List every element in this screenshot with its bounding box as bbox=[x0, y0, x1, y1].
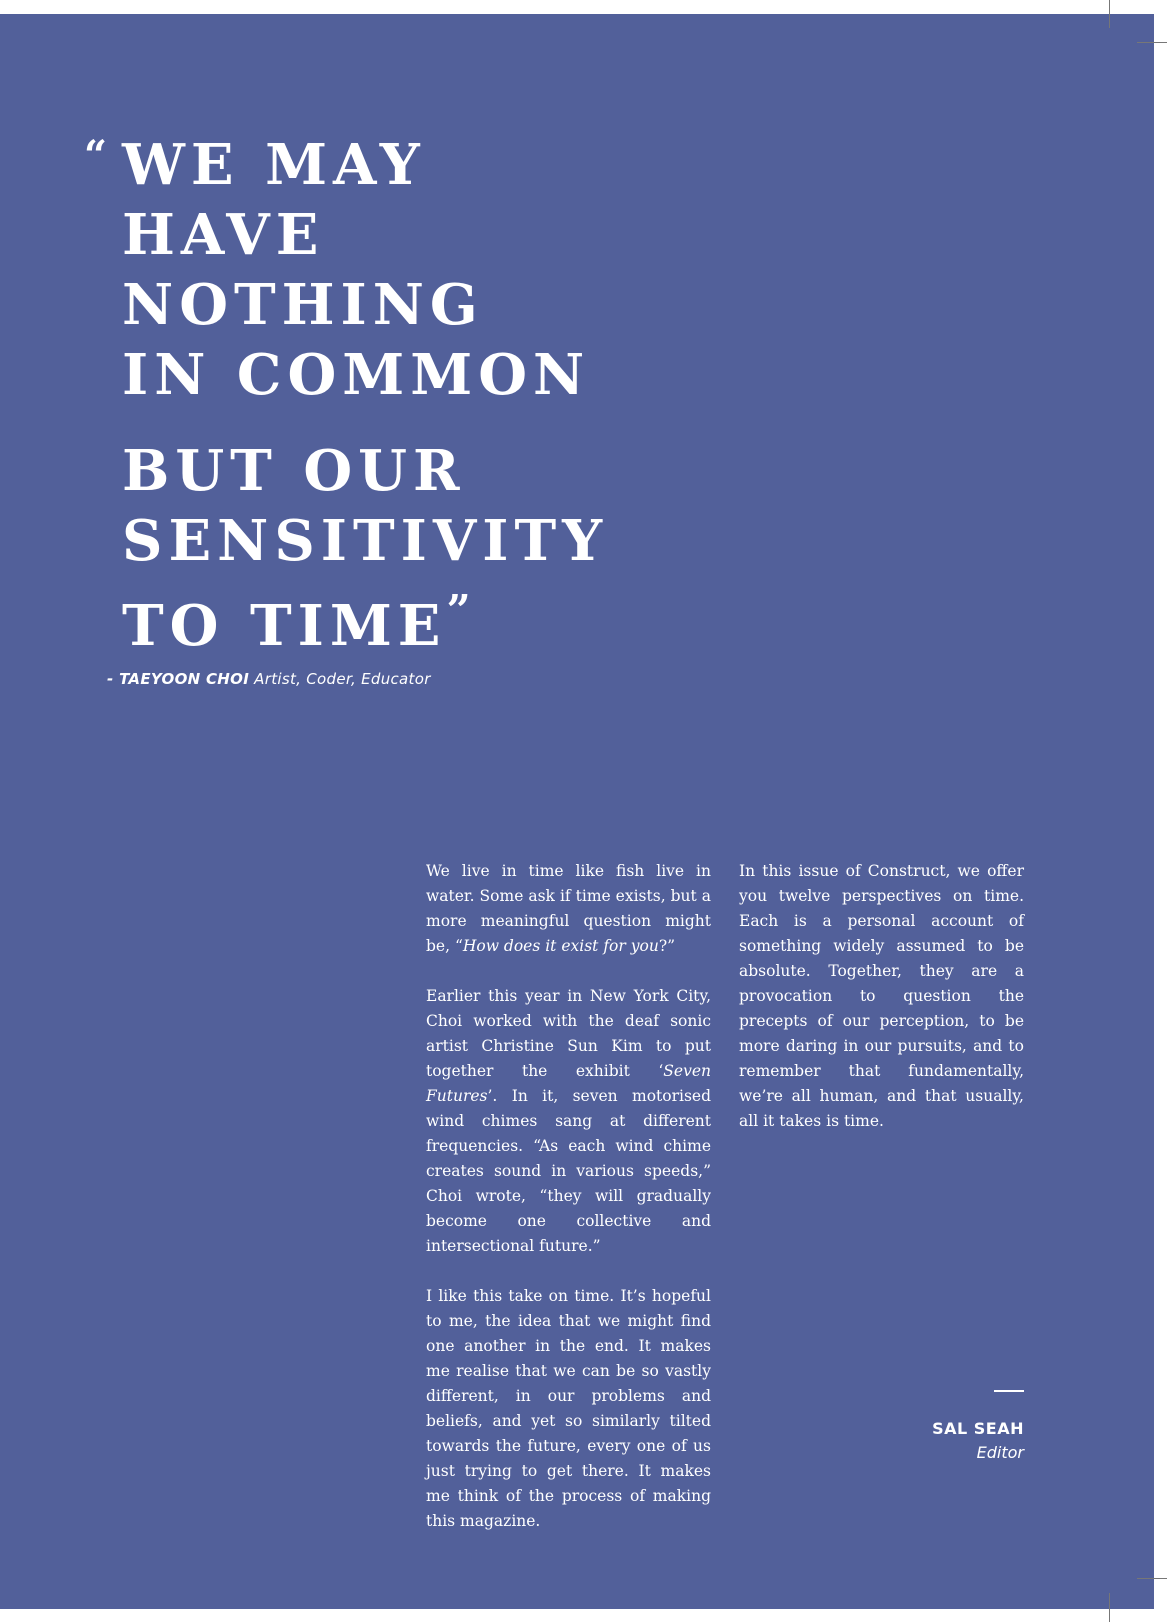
editor-signoff bbox=[850, 1390, 1024, 1466]
body-paragraph: I like this take on time. It’s hopeful to me, the idea that we might find one another in the end. It makes me realise that we can be so vastly different, in our problems and beliefs, and yet so similarly tilted towards the future, every one of us just trying to get there. It makes me think of the process of making this magazine. bbox=[426, 1287, 711, 1530]
quote-line: BUT OUR bbox=[122, 438, 466, 504]
paragraph-end: ’. In it, seven motorised wind chimes sang at different frequencies. “As each wind chime creates sound in various speeds,” Choi wrote, “they will gradually become one collective and intersectional future.” bbox=[426, 1087, 711, 1255]
attribution-prefix: - bbox=[107, 670, 120, 688]
editor-name: SAL SEAH bbox=[932, 1419, 1024, 1438]
body-paragraph bbox=[426, 859, 711, 959]
editor-role: Editor bbox=[976, 1443, 1024, 1462]
crop-mark bbox=[1137, 42, 1167, 43]
attribution-name: TAEYOON CHOI bbox=[119, 670, 250, 688]
pull-quote bbox=[122, 130, 608, 661]
quote-line: HAVE bbox=[122, 202, 325, 268]
body-column-left bbox=[426, 859, 711, 1559]
quote-line-last bbox=[122, 576, 608, 661]
quote-open-mark: “ bbox=[84, 132, 108, 179]
quote-close-mark: ” bbox=[446, 586, 471, 635]
quote-attribution bbox=[107, 670, 431, 688]
quote-line: SENSITIVITY bbox=[122, 508, 609, 574]
body-paragraph bbox=[426, 984, 711, 1259]
quote-line: WE MAY bbox=[122, 132, 426, 198]
paragraph-italic: Seven Futures bbox=[426, 1062, 711, 1105]
body-column-right bbox=[739, 859, 1024, 1159]
body-paragraph: In this issue of Construct, we offer you twelve perspectives on time. Each is a personal account of something widely assumed to be absolute. Together, they are a provocation to question the precepts of our perception, to be more daring in our pursuits, and to remember that fundamentally, we’re all human, and that usually, all it takes is time. bbox=[739, 862, 1024, 1130]
paragraph-end: ?” bbox=[658, 937, 676, 955]
crop-mark bbox=[1109, 0, 1110, 28]
paragraph-text: We live in time like fish live in water. Some ask if time exists, but a more meaningful question might be, “ bbox=[426, 862, 711, 955]
signoff-divider bbox=[994, 1390, 1024, 1392]
quote-line-text: TO TIME bbox=[122, 593, 447, 659]
crop-mark bbox=[1109, 1593, 1110, 1622]
quote-line: NOTHING bbox=[122, 272, 484, 338]
paragraph-italic: How does it exist for you bbox=[462, 937, 659, 955]
quote-line: IN COMMON bbox=[122, 342, 591, 408]
paragraph-text: Earlier this year in New York City, Choi worked with the deaf sonic artist Christine Sun Kim to put together the exhibit ‘ bbox=[426, 987, 711, 1080]
crop-mark bbox=[1137, 1578, 1167, 1579]
attribution-role: Artist, Coder, Educator bbox=[249, 670, 431, 688]
